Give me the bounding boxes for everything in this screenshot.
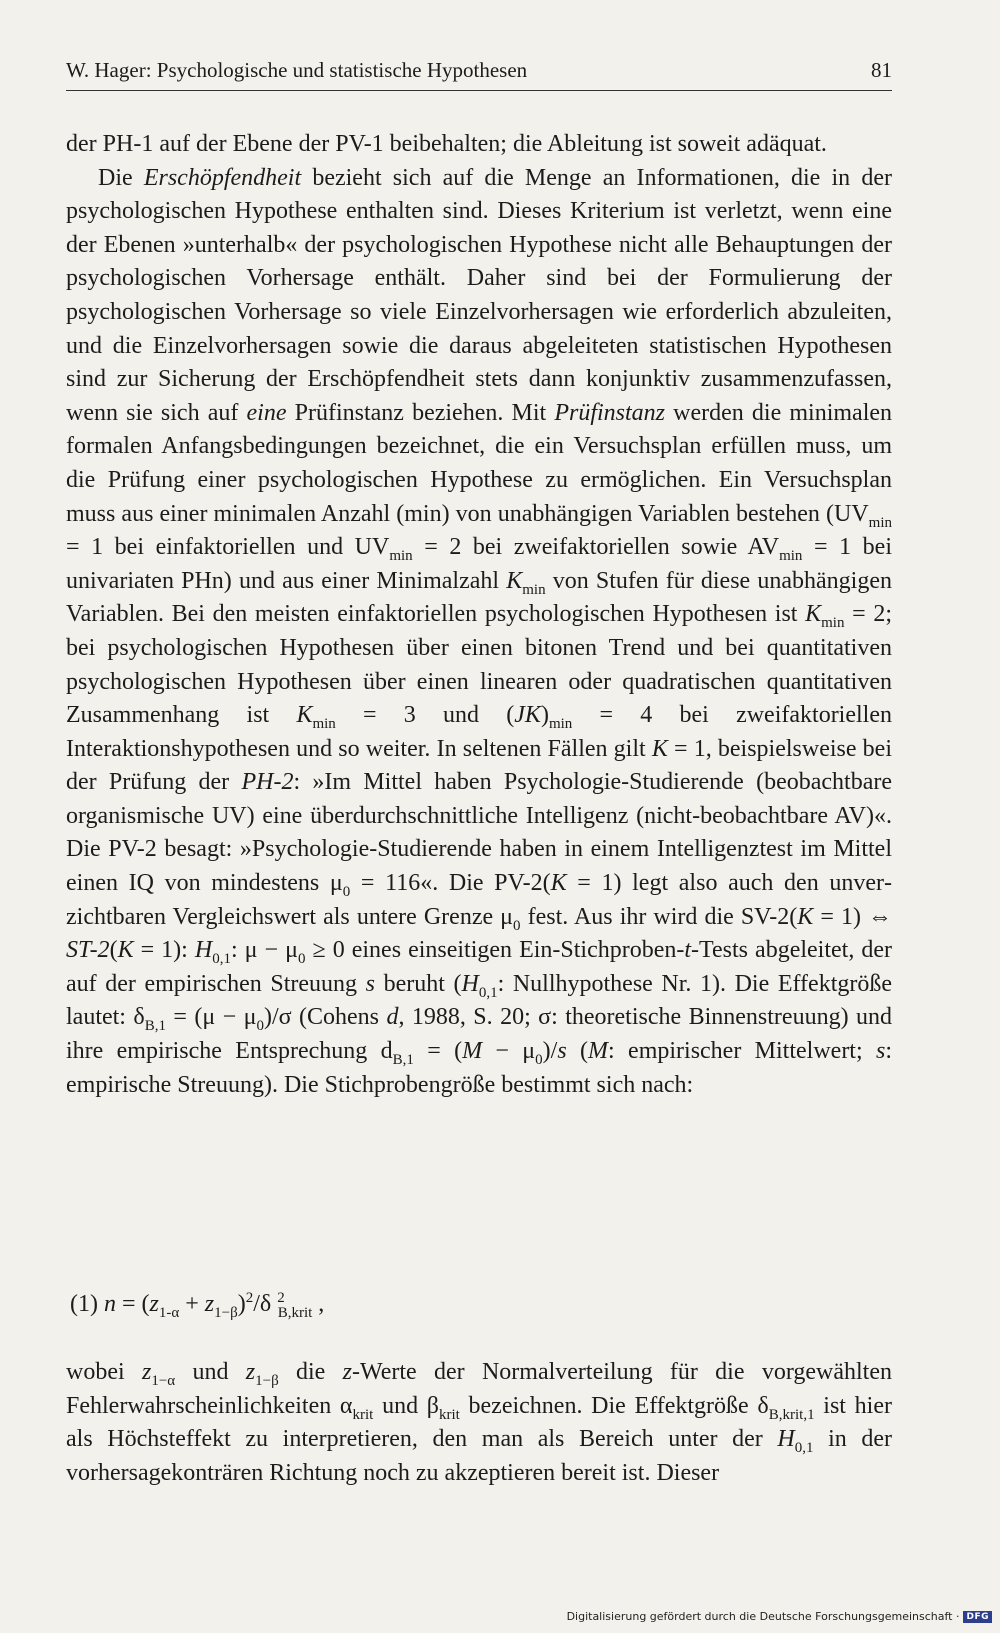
credit-text: Digitalisierung gefördert durch die Deutsche Forschungsgemeinschaft · bbox=[566, 1610, 960, 1623]
page-number: 81 bbox=[871, 58, 892, 82]
paragraph-2: Die Erschöpfendheit bezieht sich auf die Menge an Informationen, die in der psychologischen Hypothese enthalten sind. Dieses Kriterium ist verletzt, wenn eine der Ebenen »unterhalb« der psychologischen Hypothese nicht alle Behauptungen der psychologischen Vorhersage enthält. Daher sind bei der Formulierung der psychologischen Vorhersage so viele Einzelvorhersagen wie erforderlich abzuleiten, und die Einzelvorhersagen sowie die daraus abgeleiteten statistischen Hypothesen sind zur Sicherung der Erschöpfendheit stets dann konjunktiv zusammenzufassen, wenn sie sich auf eine Prüfinstanz beziehen. Mit Prüfinstanz werden die minimalen formalen Anfangsbedingungen bezeichnet, die ein Versuchsplan erfüllen muss, um die Prüfung einer psychologischen Hypothese zu ermöglichen. Ein Versuchsplan muss aus einer minimalen Anzahl (min) von unabhängigen Variablen bestehen ($UV_{min} = 1$ bei einfaktoriellen und $UV_{min} = 2$ bei zweifaktoriellen sowie $AV_{min} = 1$ bei univariaten PHn) und aus einer Minimalzahl $K_{min}$ von Stufen für diese unabhängigen Variablen. Bei den meisten einfaktoriellen psychologischen Hypothesen ist $K_{min} = 2$; bei psychologischen Hypothesen über einen bitonen Trend und bei quantitativen psychologischen Hypothesen über einen linearen oder quadratischen quantitativen Zusammenhang ist $K_{min} = 3$ und $(JK)_{min} = 4$ bei zweifaktoriellen Interaktionshypothesen und so weiter. In seltenen Fällen gilt K = 1, beispielsweise bei der Prüfung der PH-2: »Im Mittel haben Psychologie-Studierende (beobachtbare organismische UV) eine überdurchschnittliche Intelligenz (nicht-beobachtbare AV)«. Die PV-2 besagt: »Psychologie-Studierende haben in einem Intelligenztest im Mittel einen IQ von mindestens $\mu_0$ = 116«. Die PV-2(K = 1) legt also auch den unverzichtbaren Vergleichswert als untere Grenze $\mu_0$ fest. Aus ihr wird die SV-2(K = 1) ⇔ ST-2(K = 1): $H_{0,1}$: $\mu - \mu_0 \ge 0$ eines einseitigen Ein-Stichproben-t-Tests abgeleitet, der auf der empirischen Streuung s beruht ($H_{0,1}$: Nullhypothese Nr. 1). Die Effektgröße lautet: $\delta_{B,1} = (\mu - \mu_0)/\sigma$ (Cohens d, 1988, S. 20; σ: theoretische Binnenstreuung) und ihre empirische Entsprechung $d_{B,1} = (M - \mu_0)/s$ (M: empirischer Mittelwert; s: empirische Streuung). Die Stichprobengröße bestimmt sich nach: bbox=[66, 164, 893, 1098]
paragraph-1: der PH-1 auf der Ebene der PV-1 beibehalten; die Ableitung ist soweit adäquat. bbox=[66, 131, 827, 157]
paragraph-3: wobei $z_{1-\alpha}$ und $z_{1-\beta}$ die z-Werte der Normalverteilung für die vorgewählten Fehlerwahrscheinlichkeiten $\alpha_{krit}$ und $\beta_{krit}$ bezeichnen. Die Effektgröße $\delta_{B,krit,1}$ ist hier als Höchsteffekt zu interpretieren, den man als Bereich unter der $H_{0,1}$ in der vorhersagekonträren Richtung noch zu akzeptieren bereit ist. Dieser bbox=[66, 1359, 892, 1486]
dfg-logo: DFG bbox=[963, 1611, 992, 1623]
body-text bbox=[66, 128, 892, 1102]
digitization-credit bbox=[567, 1610, 992, 1623]
running-title: W. Hager: Psychologische und statistische Hypothesen bbox=[66, 58, 528, 82]
body-text-continued bbox=[66, 1356, 892, 1490]
equation-1: (1) $n = (z_{1-\alpha} + z_{1-\beta})^2/\delta$ $^2_{B,krit}$ , bbox=[70, 1290, 325, 1321]
header-rule bbox=[66, 90, 892, 91]
